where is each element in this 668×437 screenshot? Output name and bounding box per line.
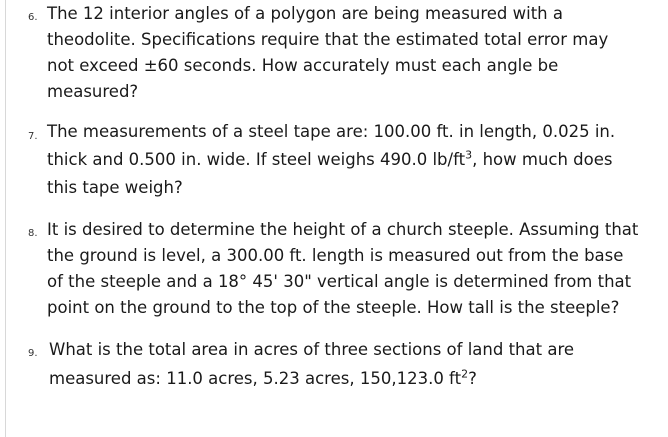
question-text (47, 1, 647, 105)
question-line: point on the ground to the top of the steeple. How tall is the steeple? (47, 298, 620, 317)
exponent: 3 (465, 148, 473, 162)
question-line (49, 364, 649, 393)
question-line: of the steeple and a 18° 45' 30" vertical angle is determined from that (47, 272, 632, 291)
question-number: 6. (28, 12, 38, 23)
line-text: thick and 0.500 in. wide. If steel weighs 490.0 lb/ft (47, 150, 466, 169)
line-text: measured as: 11.0 acres, 5.23 acres, 150,123.0 ft (49, 369, 462, 388)
question-line (47, 146, 647, 174)
question-line: The 12 interior angles of a polygon are being measured with a (47, 4, 563, 23)
question-number: 7. (28, 131, 38, 142)
question-line: not exceed ±60 seconds. How accurately must each angle be (47, 56, 559, 75)
question-line: the ground is level, a 300.00 ft. length is measured out from the base (47, 246, 624, 265)
question-line: measured? (47, 82, 139, 101)
line-text: , how much does (472, 150, 613, 169)
question-text (47, 217, 647, 321)
exponent: 2 (461, 367, 469, 381)
question-number: 9. (28, 348, 38, 359)
question-line: this tape weigh? (47, 178, 183, 197)
line-text: ? (468, 369, 477, 388)
question-line: The measurements of a steel tape are: 100.00 ft. in length, 0.025 in. (47, 122, 616, 141)
question-text (47, 118, 647, 202)
page-margin-line (5, 0, 6, 437)
question-line: theodolite. Specifications require that the estimated total error may (47, 30, 609, 49)
question-line: What is the total area in acres of three sections of land that are (49, 340, 575, 359)
question-line: It is desired to determine the height of a church steeple. Assuming that (47, 220, 639, 239)
question-text (49, 335, 649, 393)
question-number: 8. (28, 228, 38, 239)
